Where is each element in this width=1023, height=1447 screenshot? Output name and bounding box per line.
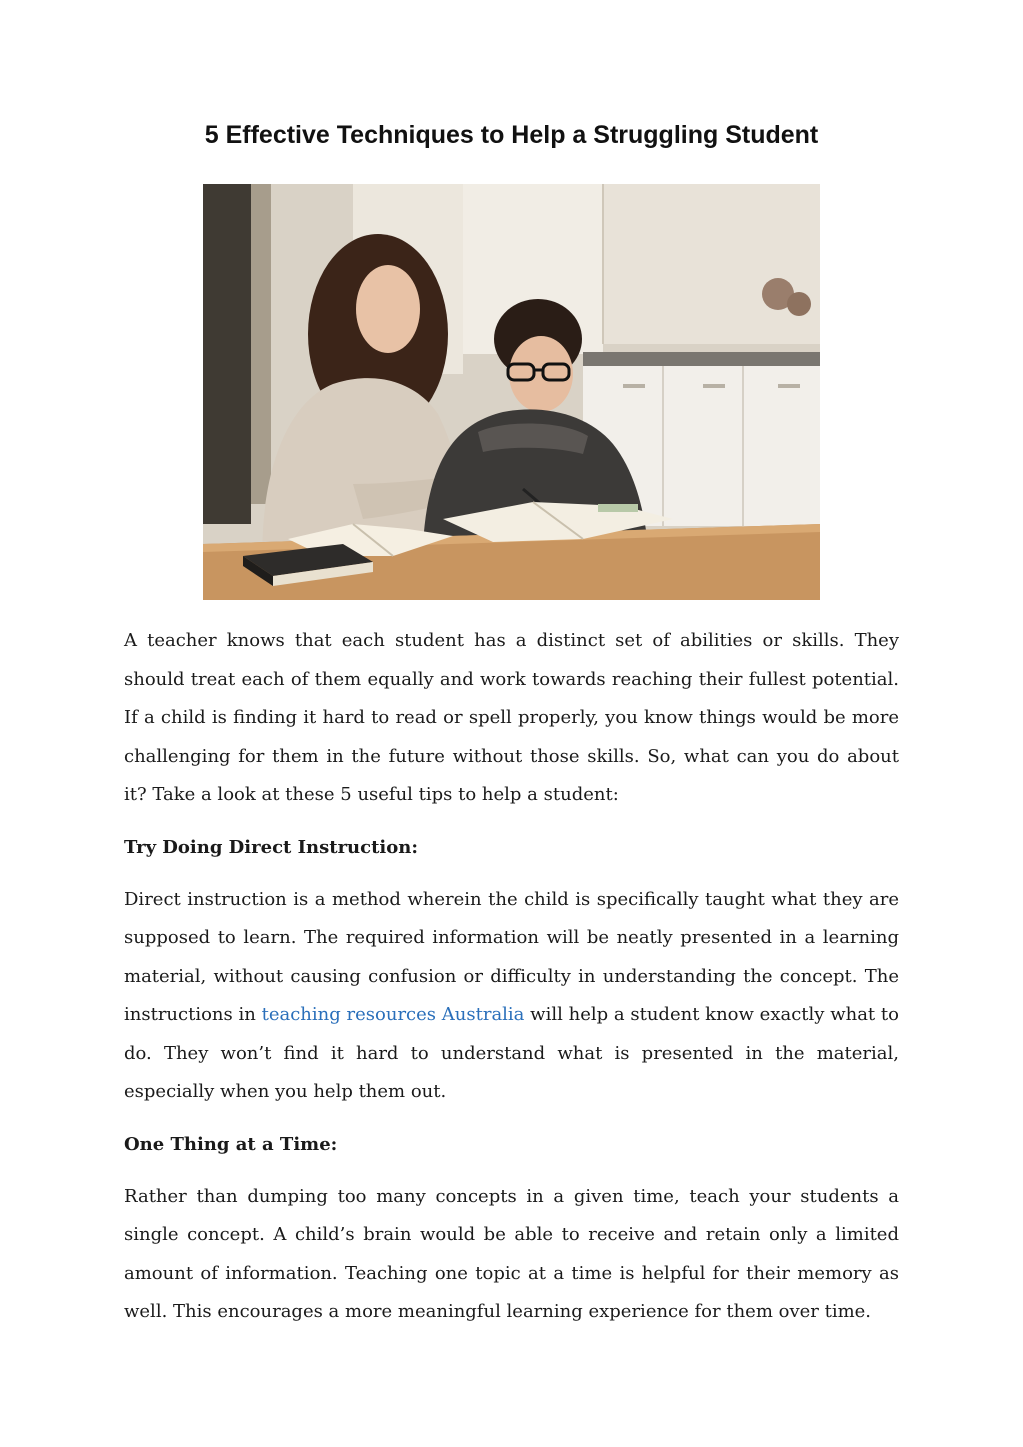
section-heading-one-thing-at-a-time: One Thing at a Time: [124,1133,338,1155]
teaching-resources-link[interactable]: teaching resources Australia [261,1004,525,1025]
paragraph-text: Direct instruction is a method wherein the child is specifically taught what they are supposed to learn. The required information will be neatly presented in a learning material, without causing confusion or difficulty in understanding the concept. The instructions in [124,888,899,1025]
hero-photo-teacher-and-student [203,184,820,600]
section-heading-direct-instruction: Try Doing Direct Instruction: [124,836,418,858]
section-paragraph-direct-instruction [124,881,899,1112]
page-title: 5 Effective Techniques to Help a Struggling Student [204,121,819,149]
intro-paragraph: A teacher knows that each student has a distinct set of abilities or skills. They should treat each of them equally and work towards reaching their fullest potential. If a child is finding it hard to read or spell properly, you know things would be more challenging for them in the future without those skills. So, what can you do about it? Take a look at these 5 useful tips to help a student: [124,630,899,805]
article-body [124,622,899,1332]
paragraph-text: will help a student know exactly what to do. They won’t find it hard to understand what is presented in the material, especially when you help them out. [124,1004,899,1102]
section-paragraph-one-thing-at-a-time: Rather than dumping too many concepts in a given time, teach your students a single concept. A child’s brain would be able to receive and retain only a limited amount of information. Teaching one topic at a time is helpful for their memory as well. This encourages a more meaningful learning experience for them over time. [124,1185,899,1322]
